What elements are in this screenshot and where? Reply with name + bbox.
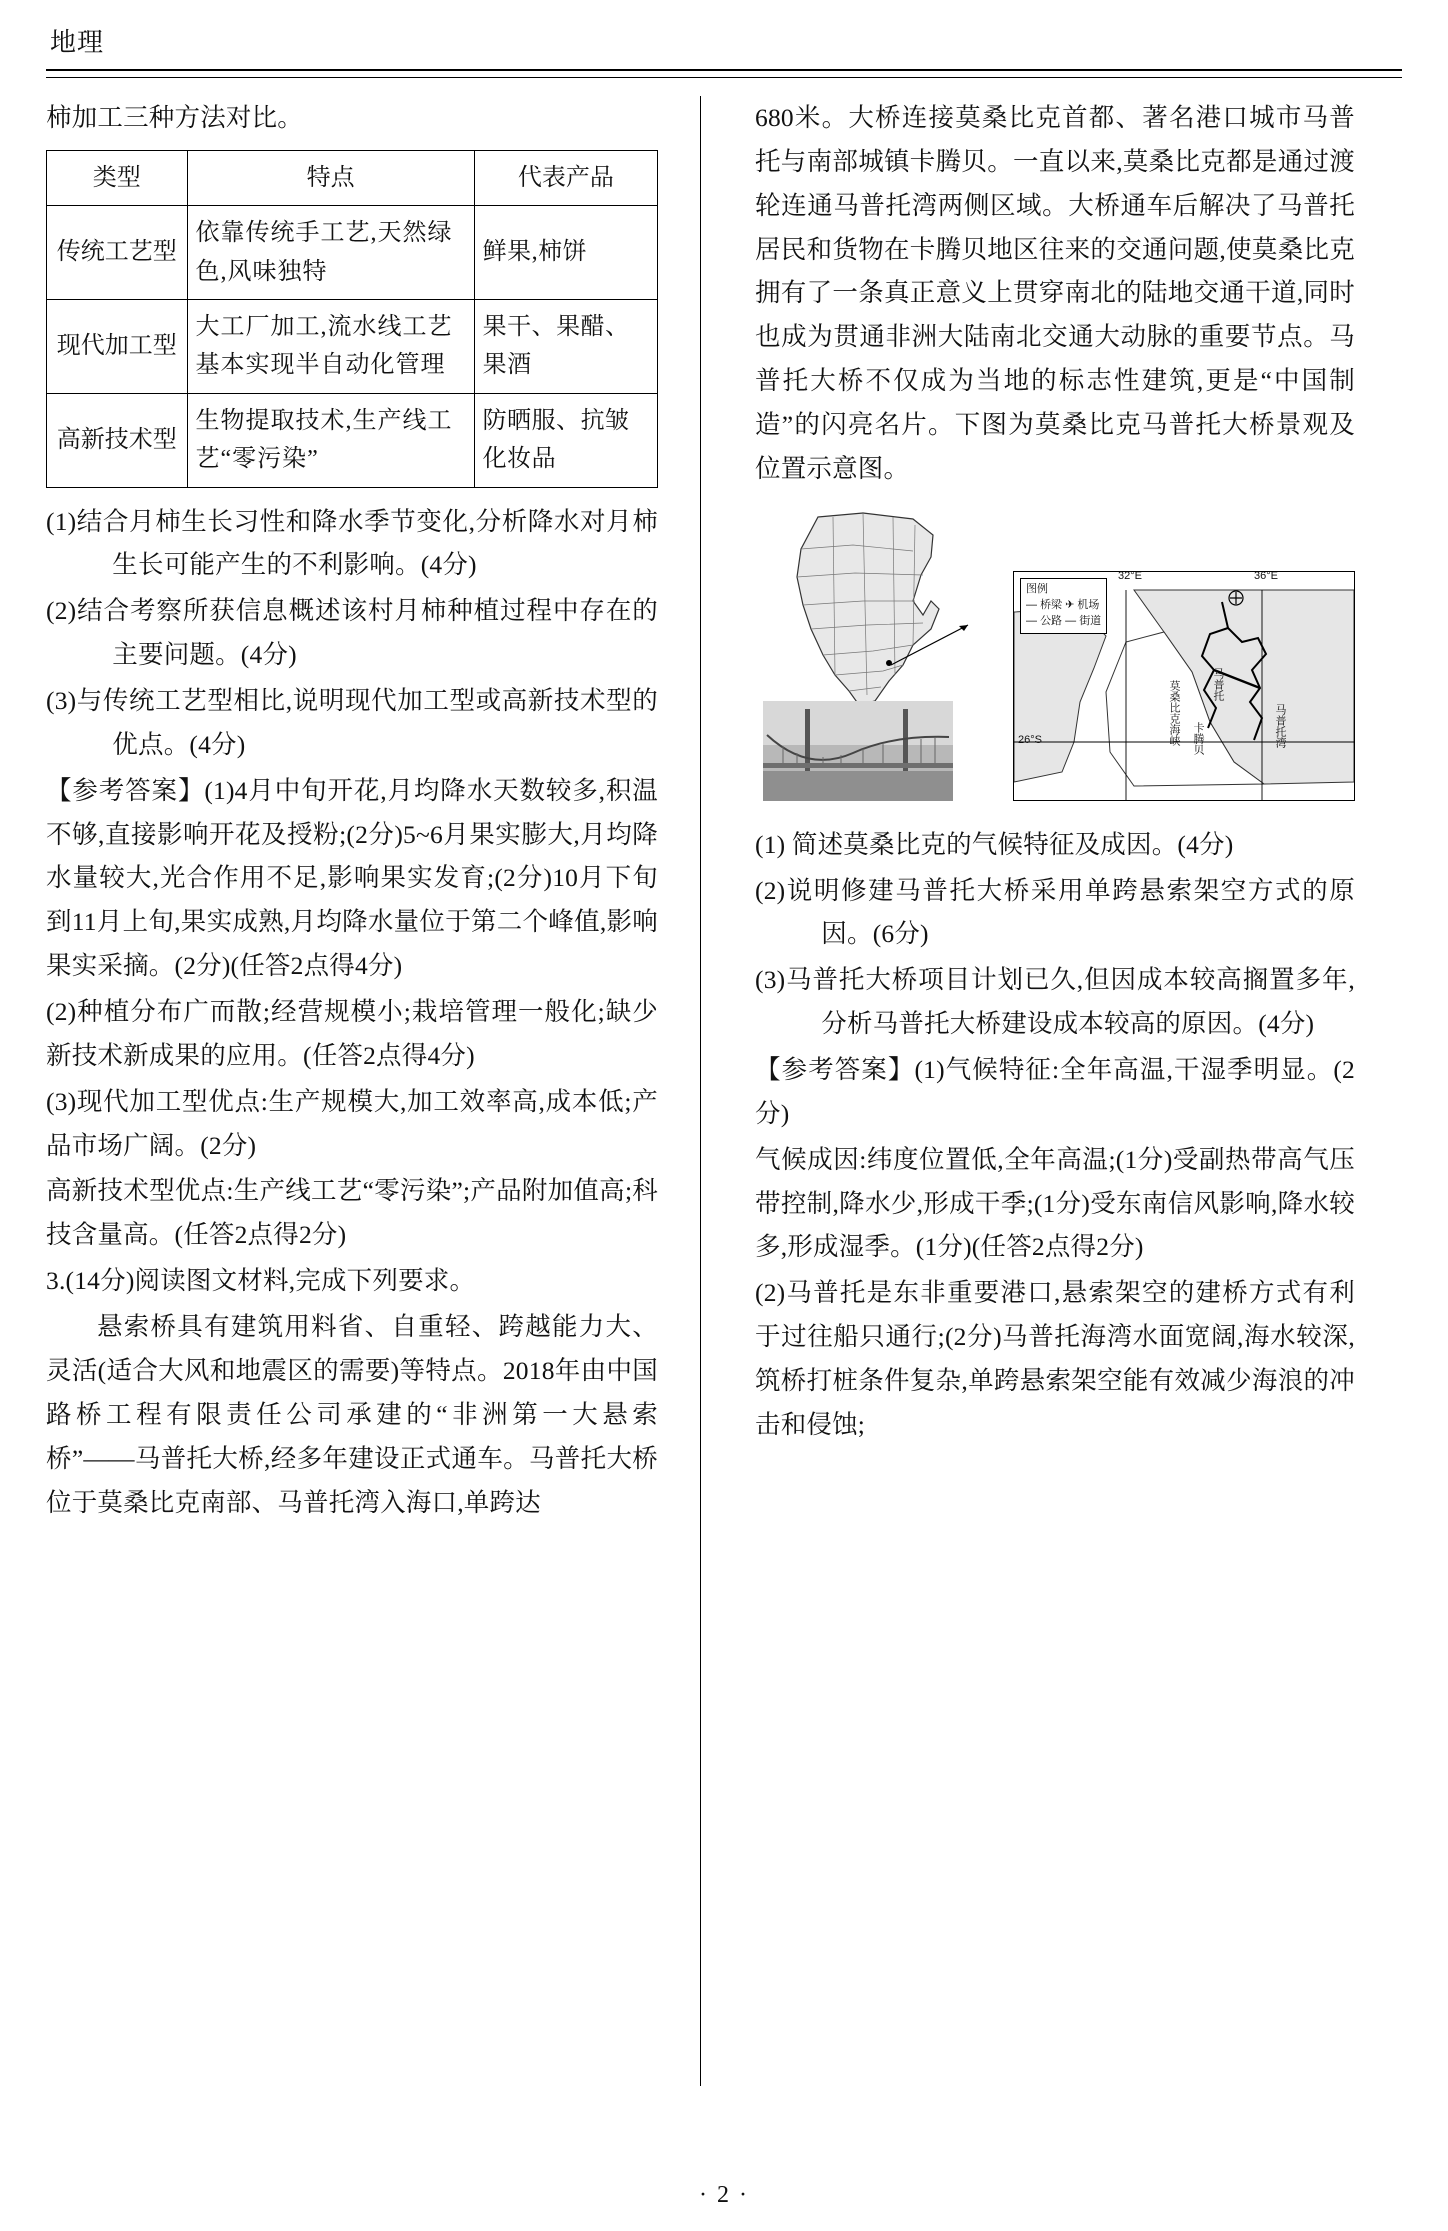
comparison-table bbox=[46, 150, 658, 488]
header-rule-thin bbox=[46, 77, 1402, 78]
right-question-3: (3)马普托大桥项目计划已久,但因成本较高搁置多年,分析马普托大桥建设成本较高的原因。(4分) bbox=[755, 965, 1355, 1039]
left-answer-1 bbox=[46, 769, 658, 988]
left-answer-label: 【参考答案】 bbox=[46, 775, 205, 805]
left-column bbox=[46, 96, 686, 2126]
maputo-inset-map bbox=[1013, 571, 1355, 801]
left-question-3: (3)与传统工艺型相比,说明现代加工型或高新技术型的优点。(4分) bbox=[46, 686, 658, 759]
right-continuation-text: 680米。大桥连接莫桑比克首都、著名港口城市马普托与南部城镇卡腾贝。一直以来,莫桑比克都是通过渡轮连通马普托湾两侧区域。大桥通车后解决了马普托居民和货物在卡腾贝地区往来的交通问题,使莫桑比克拥有了一条真正意义上贯穿南北的陆地交通干道,同时也成为贯通非洲大陆南北交通大动脉的重要节点。马普托大桥不仅成为当地的标志性建筑,更是“中国制造”的闪亮名片。下图为莫桑比克马普托大桥景观及位置示意图。 bbox=[755, 103, 1355, 483]
legend-row bbox=[1026, 598, 1101, 614]
column-divider bbox=[700, 96, 701, 2086]
page-header: 地理 bbox=[50, 27, 105, 57]
legend-bridge-icon: — bbox=[1026, 598, 1037, 611]
table-row bbox=[47, 300, 658, 394]
left-intro-text: 柿加工三种方法对比。 bbox=[46, 103, 304, 132]
table-cell-type: 传统工艺型 bbox=[47, 206, 188, 300]
table-cell-type: 高新技术型 bbox=[47, 393, 188, 487]
legend-airport-icon: ✈ bbox=[1065, 598, 1075, 611]
table-cell-product: 防晒服、抗皱化妆品 bbox=[474, 393, 657, 487]
table-cell-feature: 生物提取技术,生产线工艺“零污染” bbox=[187, 393, 474, 487]
table-header-type: 类型 bbox=[47, 150, 188, 205]
latitude-label: 26°S bbox=[1018, 733, 1042, 746]
legend-row bbox=[1026, 614, 1101, 630]
right-question-1: (1) 简述莫桑比克的气候特征及成因。(4分) bbox=[755, 829, 1234, 859]
map-legend bbox=[1020, 578, 1107, 634]
table-cell-product: 鲜果,柿饼 bbox=[474, 206, 657, 300]
table-cell-feature: 大工厂加工,流水线工艺基本实现半自动化管理 bbox=[187, 300, 474, 394]
table-header-product: 代表产品 bbox=[474, 150, 657, 205]
left-answer-4: 高新技术型优点:生产线工艺“零污染”;产品附加值高;科技含量高。(任答2点得2分) bbox=[46, 1176, 658, 1250]
table-cell-feature: 依靠传统手工艺,天然绿色,风味独特 bbox=[187, 206, 474, 300]
right-answer-1-text: (1)气候特征:全年高温,干湿季明显。(2分) bbox=[755, 1055, 1356, 1128]
header-rule-thick bbox=[46, 69, 1402, 71]
right-answer-2: 气候成因:纬度位置低,全年高温;(1分)受副热带高气压带控制,降水少,形成干季;(1分)受东南信风影响,降水较多,形成湿季。(1分)(任答2点得2分) bbox=[755, 1144, 1355, 1262]
left-answer-1-text: (1)4月中旬开花,月均降水天数较多,积温不够,直接影响开花及授粉;(2分)5~6月果实膨大,月均降水量较大,光合作用不足,影响果实发育;(2分)10月下旬到11月上旬,果实成熟,月均降水量位于第二个峰值,影响果实采摘。(2分)(任答2点得4分) bbox=[46, 775, 659, 981]
place-label-katembe: 卡腾贝 bbox=[1192, 721, 1204, 755]
left-item3-body: 悬索桥具有建筑用料省、自重轻、跨越能力大、灵活(适合大风和地震区的需要)等特点。2018年由中国路桥工程有限责任公司承建的“非洲第一大悬索桥”——马普托大桥,经多年建设正式通车。马普托大桥位于莫桑比克南部、马普托湾入海口,单跨达 bbox=[46, 1312, 658, 1517]
place-label-channel: 莫桑比克海峡 bbox=[1168, 679, 1180, 746]
legend-street-icon: — bbox=[1065, 614, 1077, 627]
table-header-row bbox=[47, 150, 658, 205]
table-header-feature: 特点 bbox=[187, 150, 474, 205]
africa-map-icon bbox=[763, 505, 978, 720]
legend-label-airport: 机场 bbox=[1077, 598, 1100, 611]
legend-label-bridge: 桥梁 bbox=[1040, 598, 1063, 611]
right-answer-1 bbox=[755, 1048, 1355, 1136]
legend-title: 图例 bbox=[1026, 582, 1048, 595]
left-answer-2: (2)种植分布广而散;经营规模小;栽培管理一般化;缺少新技术新成果的应用。(任答2点得4分) bbox=[46, 997, 658, 1070]
left-question-1: (1)结合月柿生长习性和降水季节变化,分析降水对月柿生长可能产生的不利影响。(4分) bbox=[46, 506, 658, 580]
two-column-body bbox=[46, 96, 1402, 2126]
left-question-2: (2)结合考察所获信息概述该村月柿种植过程中存在的主要问题。(4分) bbox=[46, 596, 658, 670]
map-figure bbox=[755, 505, 1355, 805]
right-answer-3: (2)马普托是东非重要港口,悬索架空的建桥方式有利于过往船只通行;(2分)马普托海湾水面宽阔,海水较深,筑桥打桩条件复杂,单跨悬索架空能有效减少海浪的冲击和侵蚀; bbox=[755, 1278, 1355, 1439]
right-answer-label: 【参考答案】 bbox=[755, 1055, 915, 1085]
left-answer-3: (3)现代加工型优点:生产规模大,加工效率高,成本低;产品市场广阔。(2分) bbox=[46, 1086, 658, 1160]
legend-label-road: 公路 bbox=[1040, 614, 1063, 627]
left-item3-title: 3.(14分)阅读图文材料,完成下列要求。 bbox=[46, 1266, 476, 1296]
table-cell-product: 果干、果醋、果酒 bbox=[474, 300, 657, 394]
page-number: · 2 · bbox=[699, 2182, 749, 2208]
longitude-label-right: 36°E bbox=[1254, 570, 1278, 582]
right-question-2: (2)说明修建马普托大桥采用单跨悬索架空方式的原因。(6分) bbox=[755, 875, 1355, 949]
table-row bbox=[47, 393, 658, 487]
legend-label-street: 街道 bbox=[1079, 614, 1102, 627]
legend-road-icon: — bbox=[1026, 614, 1037, 627]
right-column bbox=[715, 96, 1355, 2126]
place-label-maputo: 马普托 bbox=[1212, 667, 1224, 701]
bridge-photo bbox=[763, 701, 953, 801]
longitude-label-left: 32°E bbox=[1118, 570, 1142, 582]
place-label-maputo-bay: 马普托湾 bbox=[1274, 703, 1286, 748]
table-row bbox=[47, 206, 658, 300]
table-cell-type: 现代加工型 bbox=[47, 300, 188, 394]
